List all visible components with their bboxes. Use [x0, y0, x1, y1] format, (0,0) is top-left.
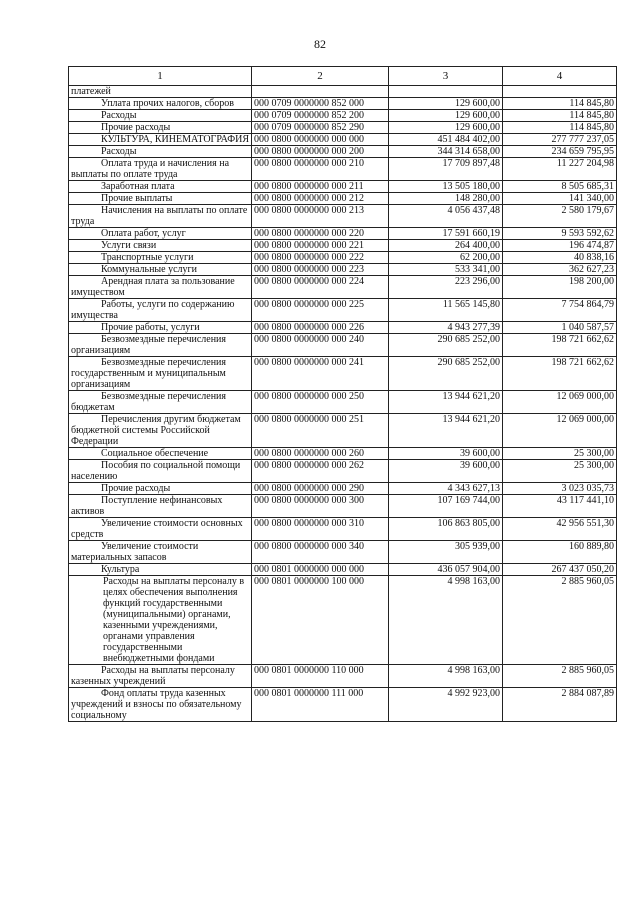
row-name: Услуги связи: [69, 240, 252, 252]
row-executed-amount: 277 777 237,05: [503, 134, 617, 146]
row-code: 000 0800 0000000 000 210: [252, 158, 389, 181]
table-row: [69, 391, 617, 414]
row-code: 000 0801 0000000 100 000: [252, 576, 389, 665]
row-approved-amount: 129 600,00: [389, 98, 503, 110]
row-name: Социальное обеспечение: [69, 448, 252, 460]
row-name: Расходы на выплаты персоналу в целях обеспечения выполнения функций государственными (муниципальными) органами, казенными учреждениями, органами управления государственными внебюджетными фондами: [69, 576, 252, 665]
table-row: [69, 448, 617, 460]
table-row: [69, 276, 617, 299]
row-name: Поступление нефинансовых активов: [69, 495, 252, 518]
row-code: 000 0801 0000000 111 000: [252, 688, 389, 722]
table-row: [69, 357, 617, 391]
row-executed-amount: 114 845,80: [503, 122, 617, 134]
row-approved-amount: 13 944 621,20: [389, 391, 503, 414]
row-executed-amount: 160 889,80: [503, 541, 617, 564]
table-row: [69, 541, 617, 564]
row-code: 000 0800 0000000 000 260: [252, 448, 389, 460]
row-code: 000 0800 0000000 000 240: [252, 334, 389, 357]
row-approved-amount: 4 998 163,00: [389, 576, 503, 665]
row-code: [252, 86, 389, 98]
row-name: Увеличение стоимости материальных запасов: [69, 541, 252, 564]
row-name: Увеличение стоимости основных средств: [69, 518, 252, 541]
table-row: [69, 158, 617, 181]
row-executed-amount: 196 474,87: [503, 240, 617, 252]
row-name: Расходы: [69, 110, 252, 122]
row-approved-amount: 436 057 904,00: [389, 564, 503, 576]
row-code: 000 0800 0000000 000 200: [252, 146, 389, 158]
row-approved-amount: 4 943 277,39: [389, 322, 503, 334]
row-executed-amount: 12 069 000,00: [503, 414, 617, 448]
row-code: 000 0801 0000000 110 000: [252, 665, 389, 688]
row-approved-amount: 4 998 163,00: [389, 665, 503, 688]
table-row: [69, 299, 617, 322]
row-executed-amount: 42 956 551,30: [503, 518, 617, 541]
table-row: [69, 193, 617, 205]
row-approved-amount: 305 939,00: [389, 541, 503, 564]
row-executed-amount: 2 885 960,05: [503, 665, 617, 688]
row-approved-amount: 4 343 627,13: [389, 483, 503, 495]
column-header: 2: [252, 67, 389, 86]
table-row: [69, 334, 617, 357]
column-header: 4: [503, 67, 617, 86]
table-row: [69, 146, 617, 158]
table-row: [69, 518, 617, 541]
row-name: Пособия по социальной помощи населению: [69, 460, 252, 483]
row-name: Прочие расходы: [69, 122, 252, 134]
row-code: 000 0800 0000000 000 220: [252, 228, 389, 240]
row-name: Расходы на выплаты персоналу казенных учреждений: [69, 665, 252, 688]
row-executed-amount: 2 580 179,67: [503, 205, 617, 228]
row-code: 000 0800 0000000 000 290: [252, 483, 389, 495]
table-row: [69, 122, 617, 134]
table-header-row: [69, 67, 617, 86]
row-name: Заработная плата: [69, 181, 252, 193]
row-approved-amount: 11 565 145,80: [389, 299, 503, 322]
row-code: 000 0800 0000000 000 241: [252, 357, 389, 391]
row-executed-amount: 12 069 000,00: [503, 391, 617, 414]
row-code: 000 0800 0000000 000 300: [252, 495, 389, 518]
table-row: [69, 205, 617, 228]
row-name: Прочие работы, услуги: [69, 322, 252, 334]
table-row: [69, 86, 617, 98]
row-executed-amount: 25 300,00: [503, 460, 617, 483]
column-header: 3: [389, 67, 503, 86]
row-executed-amount: 7 754 864,79: [503, 299, 617, 322]
row-executed-amount: 3 023 035,73: [503, 483, 617, 495]
table-row: [69, 134, 617, 146]
row-approved-amount: 62 200,00: [389, 252, 503, 264]
row-name: платежей: [69, 86, 252, 98]
row-name: Фонд оплаты труда казенных учреждений и взносы по обязательному социальному: [69, 688, 252, 722]
row-name: Культура: [69, 564, 252, 576]
row-executed-amount: 141 340,00: [503, 193, 617, 205]
row-executed-amount: 40 838,16: [503, 252, 617, 264]
row-name: Оплата труда и начисления на выплаты по оплате труда: [69, 158, 252, 181]
row-code: 000 0800 0000000 000 223: [252, 264, 389, 276]
row-name: Работы, услуги по содержанию имущества: [69, 299, 252, 322]
row-code: 000 0709 0000000 852 290: [252, 122, 389, 134]
row-executed-amount: 11 227 204,98: [503, 158, 617, 181]
table-row: [69, 576, 617, 665]
row-executed-amount: 2 884 087,89: [503, 688, 617, 722]
row-name: Начисления на выплаты по оплате труда: [69, 205, 252, 228]
page-number: 82: [314, 37, 326, 51]
table-row: [69, 181, 617, 193]
row-executed-amount: 43 117 441,10: [503, 495, 617, 518]
row-executed-amount: 114 845,80: [503, 110, 617, 122]
row-name: Прочие выплаты: [69, 193, 252, 205]
row-approved-amount: 4 992 923,00: [389, 688, 503, 722]
table-row: [69, 688, 617, 722]
row-executed-amount: 8 505 685,31: [503, 181, 617, 193]
row-code: 000 0709 0000000 852 200: [252, 110, 389, 122]
budget-report-table: [68, 66, 617, 722]
row-executed-amount: 362 627,23: [503, 264, 617, 276]
row-approved-amount: 107 169 744,00: [389, 495, 503, 518]
row-name: Перечисления другим бюджетам бюджетной системы Российской Федерации: [69, 414, 252, 448]
row-code: 000 0800 0000000 000 226: [252, 322, 389, 334]
row-name: Транспортные услуги: [69, 252, 252, 264]
row-approved-amount: 290 685 252,00: [389, 334, 503, 357]
column-header: 1: [69, 67, 252, 86]
row-executed-amount: 2 885 960,05: [503, 576, 617, 665]
row-name: Расходы: [69, 146, 252, 158]
table-row: [69, 495, 617, 518]
table-row: [69, 264, 617, 276]
row-approved-amount: 129 600,00: [389, 110, 503, 122]
row-executed-amount: 198 200,00: [503, 276, 617, 299]
row-approved-amount: 17 709 897,48: [389, 158, 503, 181]
row-approved-amount: 344 314 658,00: [389, 146, 503, 158]
row-approved-amount: 13 505 180,00: [389, 181, 503, 193]
row-code: 000 0800 0000000 000 222: [252, 252, 389, 264]
row-code: 000 0800 0000000 000 221: [252, 240, 389, 252]
row-approved-amount: 223 296,00: [389, 276, 503, 299]
row-name: Оплата работ, услуг: [69, 228, 252, 240]
row-executed-amount: 267 437 050,20: [503, 564, 617, 576]
row-code: 000 0800 0000000 000 262: [252, 460, 389, 483]
table-row: [69, 98, 617, 110]
table-row: [69, 483, 617, 495]
row-executed-amount: 114 845,80: [503, 98, 617, 110]
row-executed-amount: [503, 86, 617, 98]
row-code: 000 0709 0000000 852 000: [252, 98, 389, 110]
row-code: 000 0800 0000000 000 000: [252, 134, 389, 146]
row-name: Уплата прочих налогов, сборов: [69, 98, 252, 110]
row-approved-amount: 17 591 660,19: [389, 228, 503, 240]
table-row: [69, 322, 617, 334]
row-executed-amount: 25 300,00: [503, 448, 617, 460]
row-approved-amount: 129 600,00: [389, 122, 503, 134]
table-row: [69, 110, 617, 122]
row-code: 000 0800 0000000 000 225: [252, 299, 389, 322]
row-code: 000 0800 0000000 000 310: [252, 518, 389, 541]
row-approved-amount: 451 484 402,00: [389, 134, 503, 146]
row-name: Коммунальные услуги: [69, 264, 252, 276]
row-name: Безвозмездные перечисления государственным и муниципальным организациям: [69, 357, 252, 391]
table-row: [69, 564, 617, 576]
row-code: 000 0800 0000000 000 340: [252, 541, 389, 564]
row-executed-amount: 234 659 795,95: [503, 146, 617, 158]
row-code: 000 0800 0000000 000 224: [252, 276, 389, 299]
table-row: [69, 228, 617, 240]
row-code: 000 0800 0000000 000 251: [252, 414, 389, 448]
table-row: [69, 240, 617, 252]
row-approved-amount: [389, 86, 503, 98]
row-executed-amount: 198 721 662,62: [503, 357, 617, 391]
row-code: 000 0800 0000000 000 211: [252, 181, 389, 193]
row-approved-amount: 13 944 621,20: [389, 414, 503, 448]
row-executed-amount: 198 721 662,62: [503, 334, 617, 357]
row-approved-amount: 39 600,00: [389, 460, 503, 483]
row-approved-amount: 39 600,00: [389, 448, 503, 460]
row-approved-amount: 106 863 805,00: [389, 518, 503, 541]
row-code: 000 0800 0000000 000 213: [252, 205, 389, 228]
row-name: Безвозмездные перечисления организациям: [69, 334, 252, 357]
table-row: [69, 665, 617, 688]
row-approved-amount: 4 056 437,48: [389, 205, 503, 228]
row-code: 000 0800 0000000 000 250: [252, 391, 389, 414]
row-approved-amount: 264 400,00: [389, 240, 503, 252]
table-row: [69, 460, 617, 483]
row-name: Прочие расходы: [69, 483, 252, 495]
table-row: [69, 414, 617, 448]
row-name: Безвозмездные перечисления бюджетам: [69, 391, 252, 414]
row-code: 000 0801 0000000 000 000: [252, 564, 389, 576]
row-approved-amount: 290 685 252,00: [389, 357, 503, 391]
table-row: [69, 252, 617, 264]
row-approved-amount: 148 280,00: [389, 193, 503, 205]
row-name: КУЛЬТУРА, КИНЕМАТОГРАФИЯ: [69, 134, 252, 146]
row-executed-amount: 1 040 587,57: [503, 322, 617, 334]
row-executed-amount: 9 593 592,62: [503, 228, 617, 240]
row-approved-amount: 533 341,00: [389, 264, 503, 276]
row-name: Арендная плата за пользование имуществом: [69, 276, 252, 299]
row-code: 000 0800 0000000 000 212: [252, 193, 389, 205]
